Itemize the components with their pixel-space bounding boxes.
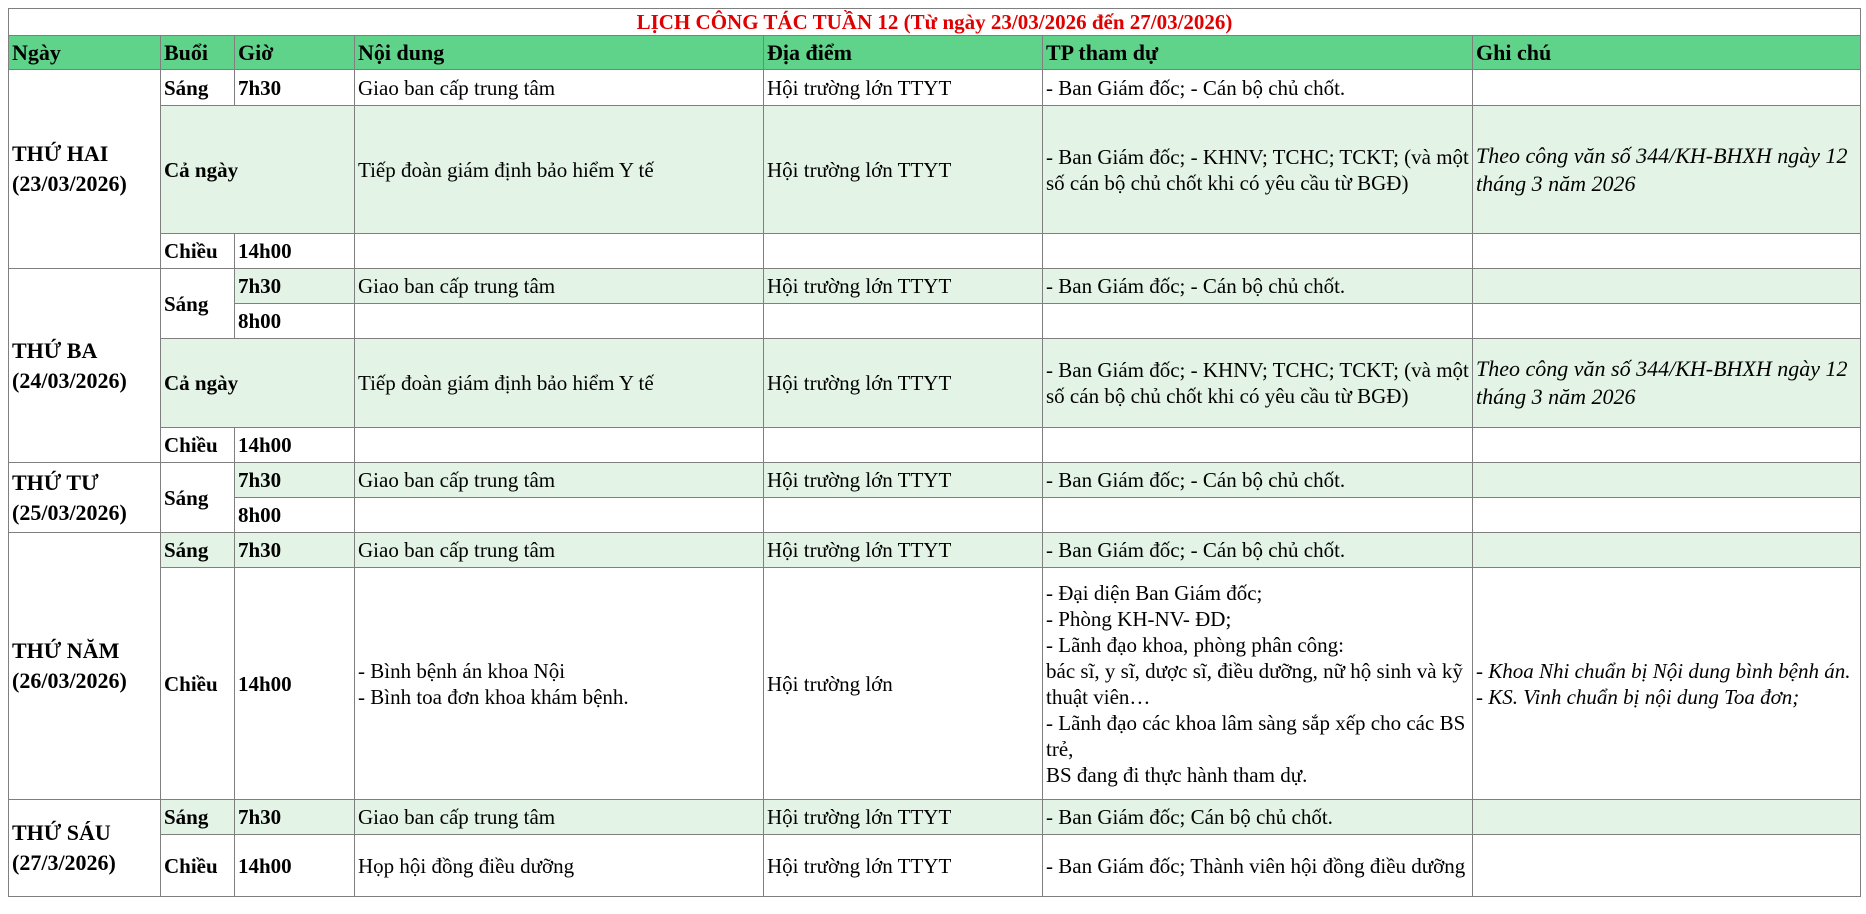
day-cell <box>9 533 161 800</box>
time-cell: 14h00 <box>235 835 355 897</box>
location-cell: Hội trường lớn TTYT <box>764 800 1043 835</box>
location-cell: Hội trường lớn TTYT <box>764 269 1043 304</box>
day-cell <box>9 800 161 897</box>
session-cell: Sáng <box>161 269 235 339</box>
time-cell: 7h30 <box>235 463 355 498</box>
location-cell <box>764 498 1043 533</box>
table-row <box>9 533 1861 568</box>
day-name: THỨ SÁU <box>12 820 111 845</box>
attendees-cell: - Ban Giám đốc; Cán bộ chủ chốt. <box>1043 800 1473 835</box>
note-cell <box>1473 304 1861 339</box>
time-cell: 14h00 <box>235 428 355 463</box>
header-gio: Giờ <box>235 36 355 70</box>
content-cell: Giao ban cấp trung tâm <box>355 533 764 568</box>
header-dia-diem: Địa điểm <box>764 36 1043 70</box>
day-cell <box>9 463 161 533</box>
content-cell: Giao ban cấp trung tâm <box>355 463 764 498</box>
header-ghi-chu: Ghi chú <box>1473 36 1861 70</box>
header-noi-dung: Nội dung <box>355 36 764 70</box>
session-cell: Chiều <box>161 234 235 269</box>
content-cell <box>355 304 764 339</box>
time-cell: 14h00 <box>235 234 355 269</box>
header-tp-tham-du: TP tham dự <box>1043 36 1473 70</box>
note-cell: - Khoa Nhi chuẩn bị Nội dung bình bệnh án. - KS. Vinh chuẩn bị nội dung Toa đơn; <box>1473 568 1861 800</box>
page-title: LỊCH CÔNG TÁC TUẦN 12 (Từ ngày 23/03/2026 đến 27/03/2026) <box>9 9 1861 36</box>
time-cell: 8h00 <box>235 498 355 533</box>
day-name: THỨ HAI <box>12 141 109 166</box>
session-cell: Sáng <box>161 463 235 533</box>
location-cell <box>764 234 1043 269</box>
attendees-cell <box>1043 304 1473 339</box>
note-cell <box>1473 463 1861 498</box>
content-cell: Họp hội đồng điều dưỡng <box>355 835 764 897</box>
session-cell: Chiều <box>161 835 235 897</box>
note-cell: Theo công văn số 344/KH-BHXH ngày 12 tháng 3 năm 2026 <box>1473 339 1861 428</box>
location-cell: Hội trường lớn TTYT <box>764 533 1043 568</box>
header-ngay: Ngày <box>9 36 161 70</box>
content-cell: - Bình bệnh án khoa Nội - Bình toa đơn khoa khám bệnh. <box>355 568 764 800</box>
content-cell: Giao ban cấp trung tâm <box>355 269 764 304</box>
content-cell: Tiếp đoàn giám định bảo hiểm Y tế <box>355 106 764 234</box>
table-row <box>9 234 1861 269</box>
location-cell: Hội trường lớn TTYT <box>764 835 1043 897</box>
time-cell: 14h00 <box>235 568 355 800</box>
header-buoi: Buổi <box>161 36 235 70</box>
table-row <box>9 835 1861 897</box>
location-cell: Hội trường lớn TTYT <box>764 463 1043 498</box>
table-row <box>9 428 1861 463</box>
attendees-cell: - Ban Giám đốc; Thành viên hội đồng điều dưỡng <box>1043 835 1473 897</box>
content-cell: Giao ban cấp trung tâm <box>355 70 764 106</box>
day-date: (26/03/2026) <box>12 668 127 693</box>
attendees-cell <box>1043 428 1473 463</box>
session-cell: Cả ngày <box>161 339 355 428</box>
note-cell <box>1473 533 1861 568</box>
location-cell: Hội trường lớn TTYT <box>764 70 1043 106</box>
table-row <box>9 339 1861 428</box>
table-row <box>9 269 1861 304</box>
attendees-cell <box>1043 234 1473 269</box>
attendees-cell: - Ban Giám đốc; - Cán bộ chủ chốt. <box>1043 70 1473 106</box>
attendees-cell: - Ban Giám đốc; - KHNV; TCHC; TCKT; (và một số cán bộ chủ chốt khi có yêu cầu từ BGĐ) <box>1043 339 1473 428</box>
time-cell: 7h30 <box>235 800 355 835</box>
session-cell: Sáng <box>161 70 235 106</box>
time-cell: 7h30 <box>235 533 355 568</box>
table-row <box>9 568 1861 800</box>
attendees-cell: - Ban Giám đốc; - Cán bộ chủ chốt. <box>1043 463 1473 498</box>
attendees-cell: - Đại diện Ban Giám đốc; - Phòng KH-NV- ĐD; - Lãnh đạo khoa, phòng phân công: bác sĩ, y sĩ, dược sĩ, điều dưỡng, nữ hộ sinh và kỹ thuật viên… - Lãnh đạo các khoa lâm sàng sắp xếp cho các BS trẻ, BS đang đi thực hành tham dự. <box>1043 568 1473 800</box>
session-cell: Chiều <box>161 568 235 800</box>
location-cell: Hội trường lớn TTYT <box>764 339 1043 428</box>
header-row <box>9 36 1861 70</box>
session-cell: Cả ngày <box>161 106 355 234</box>
attendees-cell: - Ban Giám đốc; - Cán bộ chủ chốt. <box>1043 533 1473 568</box>
time-cell: 8h00 <box>235 304 355 339</box>
attendees-cell <box>1043 498 1473 533</box>
note-cell <box>1473 428 1861 463</box>
note-cell <box>1473 269 1861 304</box>
note-cell <box>1473 800 1861 835</box>
content-cell <box>355 498 764 533</box>
table-row <box>9 800 1861 835</box>
content-cell <box>355 234 764 269</box>
day-name: THỨ BA <box>12 337 98 363</box>
session-cell: Chiều <box>161 428 235 463</box>
schedule-table <box>8 8 1861 897</box>
table-row <box>9 463 1861 498</box>
location-cell <box>764 428 1043 463</box>
day-date: (27/3/2026) <box>12 850 116 875</box>
note-cell <box>1473 70 1861 106</box>
day-cell <box>9 70 161 269</box>
day-cell <box>9 269 161 463</box>
location-cell <box>764 304 1043 339</box>
note-cell <box>1473 835 1861 897</box>
table-row <box>9 304 1861 339</box>
content-cell: Tiếp đoàn giám định bảo hiểm Y tế <box>355 339 764 428</box>
note-cell <box>1473 234 1861 269</box>
content-cell <box>355 428 764 463</box>
time-cell: 7h30 <box>235 70 355 106</box>
day-date: (23/03/2026) <box>12 171 127 196</box>
note-cell <box>1473 498 1861 533</box>
content-cell: Giao ban cấp trung tâm <box>355 800 764 835</box>
day-date: (24/03/2026) <box>12 367 127 393</box>
session-cell: Sáng <box>161 800 235 835</box>
time-cell: 7h30 <box>235 269 355 304</box>
attendees-cell: - Ban Giám đốc; - Cán bộ chủ chốt. <box>1043 269 1473 304</box>
day-date: (25/03/2026) <box>12 499 127 525</box>
table-row <box>9 106 1861 234</box>
location-cell: Hội trường lớn <box>764 568 1043 800</box>
table-row <box>9 70 1861 106</box>
session-cell: Sáng <box>161 533 235 568</box>
location-cell: Hội trường lớn TTYT <box>764 106 1043 234</box>
note-cell: Theo công văn số 344/KH-BHXH ngày 12 tháng 3 năm 2026 <box>1473 106 1861 234</box>
attendees-cell: - Ban Giám đốc; - KHNV; TCHC; TCKT; (và một số cán bộ chủ chốt khi có yêu cầu từ BGĐ) <box>1043 106 1473 234</box>
table-row <box>9 498 1861 533</box>
day-name: THỨ NĂM <box>12 638 120 663</box>
day-name: THỨ TƯ <box>12 469 99 495</box>
